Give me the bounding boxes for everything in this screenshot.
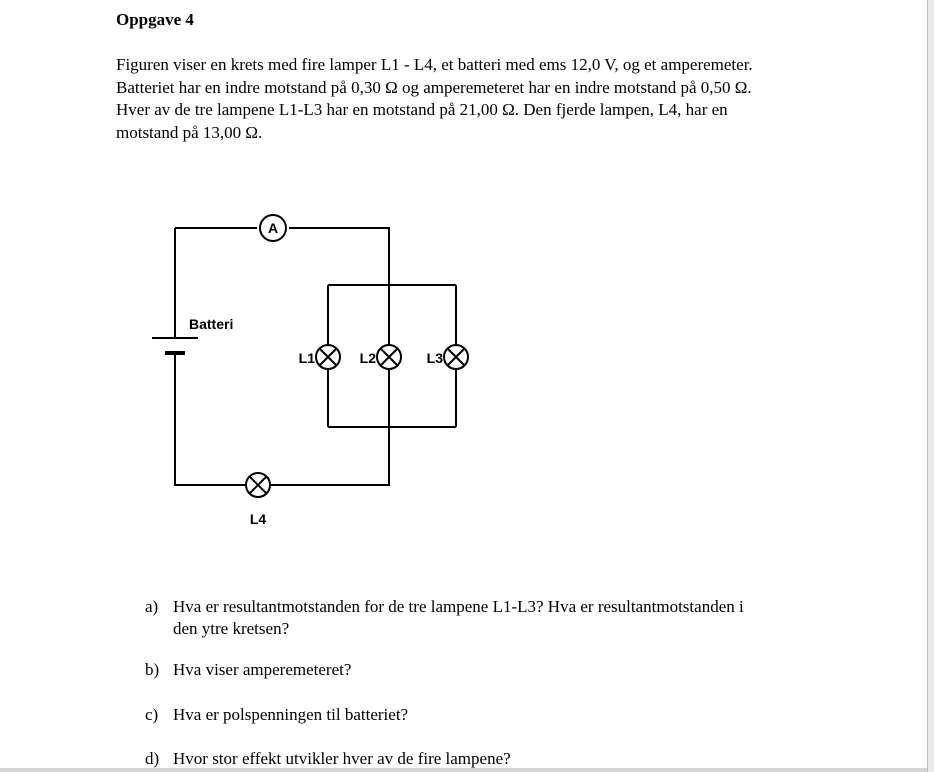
- question-letter: c): [145, 705, 159, 724]
- lamp-l3-icon: [444, 345, 468, 369]
- intro-line: Figuren viser en krets med fire lamper L1 - L4, et batteri med ems 12,0 V, og et amperemeter.: [116, 55, 753, 74]
- task-heading: Oppgave 4: [116, 10, 194, 29]
- battery-symbol: [152, 338, 198, 353]
- page-bottom-edge: [0, 768, 927, 772]
- intro-line: motstand på 13,00 Ω.: [116, 122, 263, 142]
- question-letter: d): [145, 749, 160, 768]
- question-text: den ytre kretsen?: [173, 619, 290, 638]
- question-text: Hvor stor effekt utvikler hver av de fire lampene?: [173, 749, 511, 768]
- question-text: Hva er resultantmotstanden for de tre lampene L1-L3? Hva er resultantmotstanden i: [173, 597, 744, 616]
- question-c: [145, 704, 845, 726]
- question-letter: a): [145, 597, 159, 616]
- wire-top-right: [289, 228, 389, 285]
- wire-bottom-left: [175, 353, 245, 485]
- question-a: [145, 596, 845, 640]
- circuit-diagram: [140, 205, 480, 535]
- lamp-l3-label: L3: [426, 350, 443, 366]
- lamp-l1-label: L1: [298, 350, 315, 366]
- question-b: [145, 659, 845, 681]
- intro-line: Batteriet har en indre motstand på 0,30 Ω og amperemeteret har en indre motstand på 0,50 Ω.: [116, 77, 752, 97]
- question-letter: b): [145, 660, 160, 679]
- intro-paragraph: [116, 54, 846, 144]
- question-text: Hva er polspenningen til batteriet?: [173, 705, 409, 724]
- lamp-l4-label: L4: [249, 511, 267, 527]
- question-d: [145, 748, 845, 770]
- lamp-l4-icon: [246, 473, 270, 497]
- intro-line: Hver av de tre lampene L1-L3 har en motstand på 21,00 Ω. Den fjerde lampen, L4, har en: [116, 100, 728, 119]
- lamp-l1-icon: [316, 345, 340, 369]
- lamp-l2-icon: [377, 345, 401, 369]
- wire-bottom-right: [271, 427, 389, 485]
- question-text: Hva viser amperemeteret?: [173, 660, 352, 679]
- ammeter-label: A: [267, 220, 279, 236]
- lamp-l2-label: L2: [359, 350, 376, 366]
- battery-label: Batteri: [189, 316, 234, 332]
